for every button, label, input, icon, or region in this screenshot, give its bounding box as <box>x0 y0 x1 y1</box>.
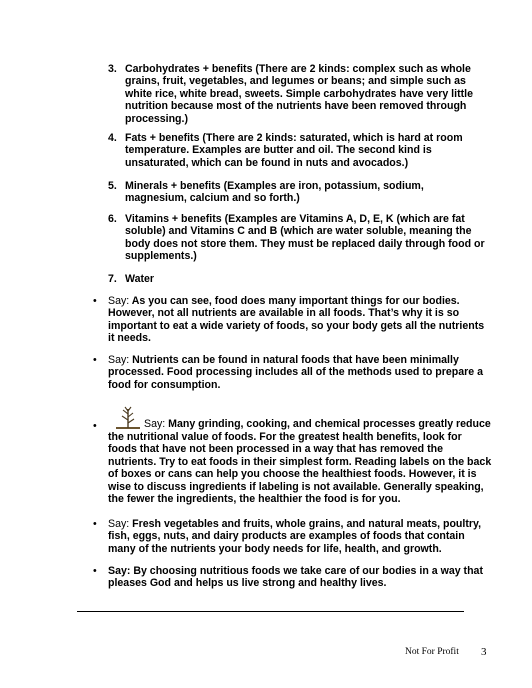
numbered-item-carbohydrates <box>108 63 488 125</box>
bullet-text: Many grinding, cooking, and chemical processes greatly reduce the nutritional value of foods. For the greatest health benefits, look for foods that have not been processed in a way that has removed the nutrients. Try to eat foods in their simplest form. Reading labels on the back of boxes or cans can help you choose the healthiest foods. However, it is wise to discuss ingredients if labeling is not available. Generally speaking, the fewer the ingredients, the healthier the food is for you. <box>108 418 492 506</box>
footer-divider <box>77 611 464 612</box>
bullet-text: Nutrients can be found in natural foods that have been minimally processed. Food processing includes all of the methods used to prepare a food for consumption. <box>108 354 483 391</box>
bullet-marker: • <box>93 420 97 432</box>
item-number: 3. <box>108 63 117 75</box>
bullet-marker: • <box>93 354 97 366</box>
item-text: Fats + benefits (There are 2 kinds: saturated, which is hard at room temperature. Examples are butter and oil. The second kind is unsaturated, which can be found in nuts and avocados.) <box>125 132 463 169</box>
numbered-item-vitamins <box>108 213 488 263</box>
bullet-nutritious-choices <box>93 565 493 590</box>
footer-label: Not For Profit <box>405 647 459 657</box>
numbered-item-fats <box>108 132 488 169</box>
bullet-marker: • <box>93 518 97 530</box>
bullet-food-importance <box>93 295 493 345</box>
say-label: Say: <box>144 418 166 430</box>
bullet-marker: • <box>93 565 97 577</box>
item-number: 5. <box>108 180 117 192</box>
bullet-text: Fresh vegetables and fruits, whole grains, and natural meats, poultry, fish, eggs, nuts, and dairy products are examples of foods that contain many of the nutrients your body needs for life, health, and growth. <box>108 518 482 555</box>
numbered-item-water <box>108 273 488 285</box>
bullet-processing <box>93 405 493 505</box>
say-label: Say: <box>108 295 130 307</box>
bullet-fresh-foods <box>93 518 493 555</box>
page-number: 3 <box>481 646 487 658</box>
bullet-marker: • <box>93 295 97 307</box>
bullet-text: Say: By choosing nutritious foods we take care of our bodies in a way that pleases God and helps us live strong and healthy lives. <box>108 565 483 590</box>
item-number: 6. <box>108 213 117 225</box>
say-label: Say: <box>108 518 130 530</box>
item-number: 4. <box>108 132 117 144</box>
bullet-text: As you can see, food does many important things for our bodies. However, not all nutrients are available in all foods. That’s why it is so important to eat a wide variety of foods, so your body gets all the nutrients it needs. <box>108 295 485 345</box>
say-label: Say: <box>108 354 130 366</box>
plant-sprout-icon <box>114 405 142 431</box>
bullet-natural-foods <box>93 354 493 391</box>
numbered-item-minerals <box>108 180 488 205</box>
item-text: Water <box>125 273 155 285</box>
item-number: 7. <box>108 273 117 285</box>
item-text: Minerals + benefits (Examples are iron, potassium, sodium, magnesium, calcium and so forth.) <box>125 180 424 205</box>
item-text: Carbohydrates + benefits (There are 2 kinds: complex such as whole grains, fruit, vegetables, and legumes or beans; and simple such as white rice, white bread, sweets. Simple carbohydrates have very little nutrition because most of the nutrients have been removed through processing.) <box>125 63 473 125</box>
item-text: Vitamins + benefits (Examples are Vitamins A, D, E, K (which are fat soluble) and Vitamins C and B (which are water soluble, meaning the body does not store them. They must be replaced daily through food or supplements.) <box>125 213 485 263</box>
